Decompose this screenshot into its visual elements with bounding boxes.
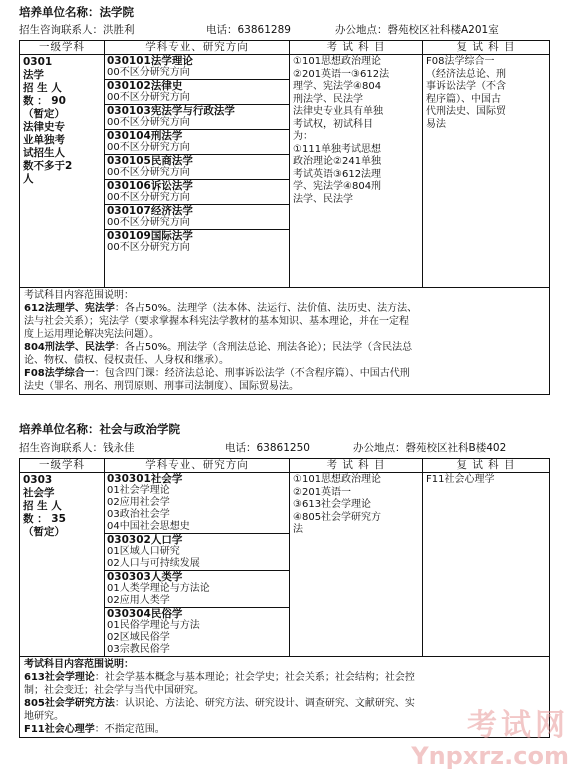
retest-line: 代刑法史、国际贸 bbox=[426, 106, 506, 117]
research-direction: 01人类学理论与方法论 bbox=[107, 583, 210, 594]
note-line: 法史（罪名、刑名、刑罚原则、刑事司法制度）、国际贸易法。 bbox=[24, 381, 299, 392]
research-direction: 03宗教民俗学 bbox=[107, 644, 170, 655]
research-direction: 02人口与可持续发展 bbox=[107, 558, 200, 569]
law-notes-cell bbox=[20, 288, 550, 395]
exam-line: 考试英语③612法理 bbox=[293, 168, 382, 180]
retest-line: 程序篇）、中国古 bbox=[426, 93, 501, 105]
soc-contact-person: 招生咨询联系人：钱永佳 bbox=[19, 442, 135, 454]
exam-line: ③613社会学理论 bbox=[293, 499, 372, 510]
soc-discipline-cell bbox=[20, 473, 105, 657]
discipline-line: 招 生 人 bbox=[23, 82, 62, 94]
watermark-url: Ynpxrz.com bbox=[411, 742, 569, 770]
discipline-line: 试招生人 bbox=[23, 147, 65, 159]
exam-line: ②201英语一③612法 bbox=[293, 68, 390, 80]
research-direction: 03政治社会学 bbox=[107, 509, 170, 520]
discipline-line: 人 bbox=[23, 173, 34, 185]
major-name: 030106诉讼法学 bbox=[107, 180, 193, 192]
major-block bbox=[105, 230, 289, 254]
major-block bbox=[105, 105, 289, 130]
discipline-line: 数 ： 35 bbox=[23, 513, 66, 525]
law-contact-address: 办公地点：磬苑校区社科楼A201室 bbox=[335, 24, 499, 36]
soc-majors-cell bbox=[105, 473, 290, 657]
exam-line: ①101思想政治理论 bbox=[293, 56, 382, 67]
header-major: 学科专业、研究方向 bbox=[105, 41, 290, 55]
major-name: 030109国际法学 bbox=[107, 230, 193, 242]
law-discipline-cell bbox=[20, 55, 105, 288]
note-line: 法与社会关系）；宪法学（要求掌握本科宪法学教材的基本知识、基本理论，并在一定程 bbox=[24, 316, 409, 327]
major-name: 030102法律史 bbox=[107, 80, 183, 92]
note-line: 论、物权、债权、侵权责任、人身权和继承）。 bbox=[24, 355, 229, 366]
header-retest: 复 试 科 目 bbox=[423, 459, 550, 473]
exam-line: 法 bbox=[293, 524, 303, 535]
note-line: 地研究。 bbox=[24, 711, 64, 722]
soc-contact-address: 办公地点：磬苑校区社科B楼402 bbox=[353, 442, 507, 454]
note-line: 612法理学、宪法学：各占50%。法理学（法本体、法运行、法价值、法历史、法方法、 bbox=[24, 303, 418, 314]
header-discipline: 一级学科 bbox=[20, 41, 105, 55]
discipline-line: 0301 bbox=[23, 56, 53, 68]
exam-line: 法学、民法学 bbox=[293, 193, 353, 205]
major-block bbox=[105, 205, 289, 230]
discipline-line: 社会学 bbox=[23, 487, 55, 499]
soc-exam-cell bbox=[290, 473, 423, 657]
major-name: 030103宪法学与行政法学 bbox=[107, 105, 235, 117]
major-block bbox=[105, 534, 289, 571]
law-section-title: 培养单位名称：法学院 bbox=[19, 5, 134, 19]
major-block bbox=[105, 155, 289, 180]
major-block bbox=[105, 571, 289, 608]
exam-line: 理学、宪法学④804 bbox=[293, 81, 382, 92]
major-block bbox=[105, 80, 289, 105]
header-discipline: 一级学科 bbox=[20, 459, 105, 473]
major-name: 030107经济法学 bbox=[107, 205, 193, 217]
law-retest-cell bbox=[423, 55, 550, 288]
research-direction: 01民俗学理论与方法 bbox=[107, 620, 200, 631]
law-contact-phone: 电话：63861289 bbox=[206, 24, 291, 36]
retest-line: F11社会心理学 bbox=[426, 474, 495, 485]
research-direction: 02应用社会学 bbox=[107, 497, 170, 508]
retest-line: F08法学综合一 bbox=[426, 56, 495, 67]
research-direction: 00不区分研究方向 bbox=[107, 192, 190, 203]
note-line: 804刑法学、民法学：各占50%。刑法学（含刑法总论、刑法各论）；民法学（含民法总 bbox=[24, 342, 413, 353]
table-row bbox=[20, 55, 550, 288]
major-name: 030304民俗学 bbox=[107, 608, 183, 620]
major-name: 030303人类学 bbox=[107, 571, 183, 583]
exam-line: ①101思想政治理论 bbox=[293, 474, 382, 485]
header-exam: 考 试 科 目 bbox=[290, 41, 423, 55]
soc-contact-phone: 电话：63861250 bbox=[225, 442, 310, 454]
discipline-line: 0303 bbox=[23, 474, 53, 486]
research-direction: 01社会学理论 bbox=[107, 485, 170, 496]
discipline-line: 招 生 人 bbox=[23, 500, 62, 512]
research-direction: 04中国社会思想史 bbox=[107, 521, 190, 532]
research-direction: 00不区分研究方向 bbox=[107, 142, 190, 153]
major-name: 030105民商法学 bbox=[107, 155, 193, 167]
discipline-line: 法学 bbox=[23, 69, 44, 81]
research-direction: 02区域民俗学 bbox=[107, 632, 170, 643]
table-header-row bbox=[20, 459, 550, 473]
exam-line: 学、宪法学④804刑 bbox=[293, 181, 382, 192]
note-line: F11社会心理学：不指定范围。 bbox=[24, 724, 165, 735]
law-majors-cell bbox=[105, 55, 290, 288]
discipline-line: （暂定） bbox=[23, 108, 65, 120]
major-block bbox=[105, 130, 289, 155]
discipline-line: 数 ： 90 bbox=[23, 95, 66, 107]
note-line: F08法学综合一：包含四门课：经济法总论、刑事诉讼法学（不含程序篇）、中国古代刑 bbox=[24, 368, 410, 379]
major-block bbox=[105, 473, 289, 534]
exam-line: ②201英语一 bbox=[293, 486, 352, 498]
note-line: 805社会学研究方法：认识论、方法论、研究方法、研究设计、调查研究、文献研究、实 bbox=[24, 698, 415, 709]
law-table bbox=[19, 40, 550, 395]
research-direction: 00不区分研究方向 bbox=[107, 117, 190, 128]
note-line: 考试科目内容范围说明： bbox=[24, 290, 134, 301]
exam-line: ④805社会学研究方 bbox=[293, 511, 382, 523]
watermark-logo: 考试网 bbox=[467, 708, 569, 743]
research-direction: 00不区分研究方向 bbox=[107, 92, 190, 103]
major-block bbox=[105, 608, 289, 656]
soc-table bbox=[19, 458, 550, 738]
major-name: 030104刑法学 bbox=[107, 130, 183, 142]
research-direction: 00不区分研究方向 bbox=[107, 167, 190, 178]
major-block bbox=[105, 180, 289, 205]
discipline-line: 数不多于2 bbox=[23, 160, 73, 172]
research-direction: 01区域人口研究 bbox=[107, 546, 180, 557]
retest-line: 易法 bbox=[426, 118, 446, 130]
note-line: 制；社会变迁；社会学与当代中国研究。 bbox=[24, 685, 204, 696]
exam-line: ①111单独考试思想 bbox=[293, 143, 382, 155]
research-direction: 00不区分研究方向 bbox=[107, 242, 190, 253]
major-name: 030101法学理论 bbox=[107, 55, 193, 67]
header-major: 学科专业、研究方向 bbox=[105, 459, 290, 473]
retest-line: 事诉讼法学（不含 bbox=[426, 81, 506, 92]
header-exam: 考 试 科 目 bbox=[290, 459, 423, 473]
soc-retest-cell bbox=[423, 473, 550, 657]
exam-line: 法律史专业具有单独 bbox=[293, 106, 383, 117]
note-line: 613社会学理论：社会学基本概念与基本理论；社会学史；社会关系；社会结构；社会控 bbox=[24, 672, 415, 683]
discipline-line: （暂定） bbox=[23, 526, 65, 538]
exam-line: 刑法学、民法学 bbox=[293, 93, 363, 105]
exam-line: 为： bbox=[293, 131, 313, 142]
retest-line: （经济法总论、刑 bbox=[426, 68, 506, 80]
exam-line: 政治理论②241单独 bbox=[293, 156, 382, 167]
major-name: 030302人口学 bbox=[107, 534, 183, 546]
research-direction: 00不区分研究方向 bbox=[107, 67, 190, 78]
major-block bbox=[105, 55, 289, 80]
table-row bbox=[20, 473, 550, 657]
major-name: 030301社会学 bbox=[107, 473, 183, 485]
table-header-row bbox=[20, 41, 550, 55]
law-exam-cell bbox=[290, 55, 423, 288]
research-direction: 02应用人类学 bbox=[107, 595, 170, 606]
discipline-line: 法律史专 bbox=[23, 121, 65, 133]
table-row bbox=[20, 288, 550, 395]
header-retest: 复 试 科 目 bbox=[423, 41, 550, 55]
note-line: 考试科目内容范围说明： bbox=[24, 659, 134, 670]
soc-section-title: 培养单位名称：社会与政治学院 bbox=[19, 422, 180, 436]
law-contact-person: 招生咨询联系人：洪胜利 bbox=[19, 24, 135, 36]
note-line: 度上运用理论解决宪法问题）。 bbox=[24, 329, 159, 340]
research-direction: 00不区分研究方向 bbox=[107, 217, 190, 228]
discipline-line: 业单独考 bbox=[23, 134, 65, 146]
exam-line: 考试权，初试科目 bbox=[293, 118, 373, 130]
